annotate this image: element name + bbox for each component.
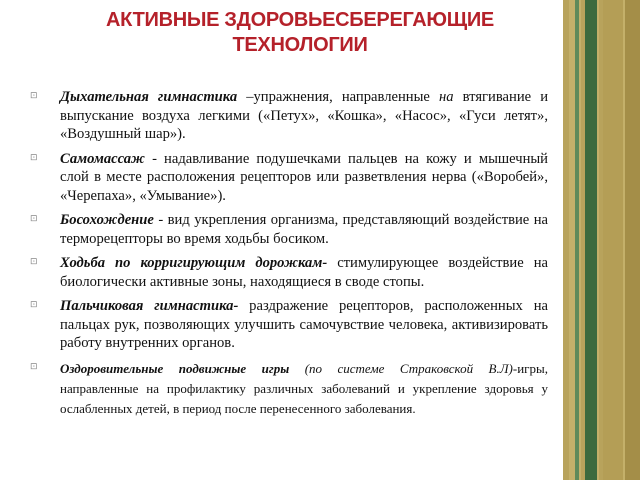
- list-item: [30, 211, 548, 248]
- bullet-icon: ⊡: [30, 214, 38, 224]
- item-term: Самомассаж: [60, 150, 145, 167]
- bullet-icon: ⊡: [30, 300, 38, 310]
- bullet-icon: ⊡: [30, 257, 38, 267]
- item-text: - вид укрепления организма, представляющий воздействие на терморецепторы во время ходьбы босиком.: [60, 212, 548, 247]
- bullet-icon: ⊡: [30, 91, 38, 101]
- title-line-2: ТЕХНОЛОГИИ: [232, 34, 368, 56]
- item-text: стимулирующее воздействие на биологически активные зоны, находящиеся в своде стопы.: [60, 255, 548, 290]
- list-item: [30, 88, 548, 144]
- decorative-side-stripe: [563, 0, 640, 480]
- page-title: [60, 8, 540, 58]
- bullet-icon: ⊡: [30, 361, 38, 372]
- item-text-italic: на: [438, 89, 454, 105]
- item-text: - надавливание подушечками пальцев на кожу и мышечный слой в месте расположения рецепторов или разветвления нерва («Воробей», «Черепаха», «Умывание»).: [60, 150, 548, 204]
- item-text-italic: (по системе Страковской В.Л): [289, 360, 513, 376]
- item-term: Дыхательная гимнастика: [60, 89, 238, 105]
- list-item: [30, 359, 548, 419]
- list-item: [30, 254, 548, 291]
- title-line-1: АКТИВНЫЕ ЗДОРОВЬЕСБЕРЕГАЮЩИЕ: [106, 9, 494, 31]
- item-text-cont: втягивание и выпускание воздуха легкими («Петух», «Кошка», «Насос», «Гуси летят», «Воздушный шар»).: [60, 89, 549, 142]
- bullet-list: [30, 88, 548, 425]
- item-text: раздражение рецепторов, расположенных на пальцах рук, позволяющих улучшить самочувствие человека, активизировать работу внутренних органов.: [60, 298, 548, 351]
- item-text: -игры, направленные на профилактику различных заболеваний и укрепление здоровья у ослабленных детей, в период после перенесенного заболевания.: [60, 360, 548, 416]
- item-term: Босохождение: [60, 212, 154, 228]
- item-text: –упражнения, направленные: [237, 89, 439, 105]
- item-term: Оздоровительные подвижные игры: [60, 360, 290, 376]
- item-term: Пальчиковая гимнастика-: [60, 298, 239, 314]
- list-item: [30, 150, 548, 206]
- item-term: Ходьба по корригирующим дорожкам-: [60, 255, 328, 271]
- bullet-icon: ⊡: [30, 152, 38, 163]
- list-item: [30, 297, 548, 353]
